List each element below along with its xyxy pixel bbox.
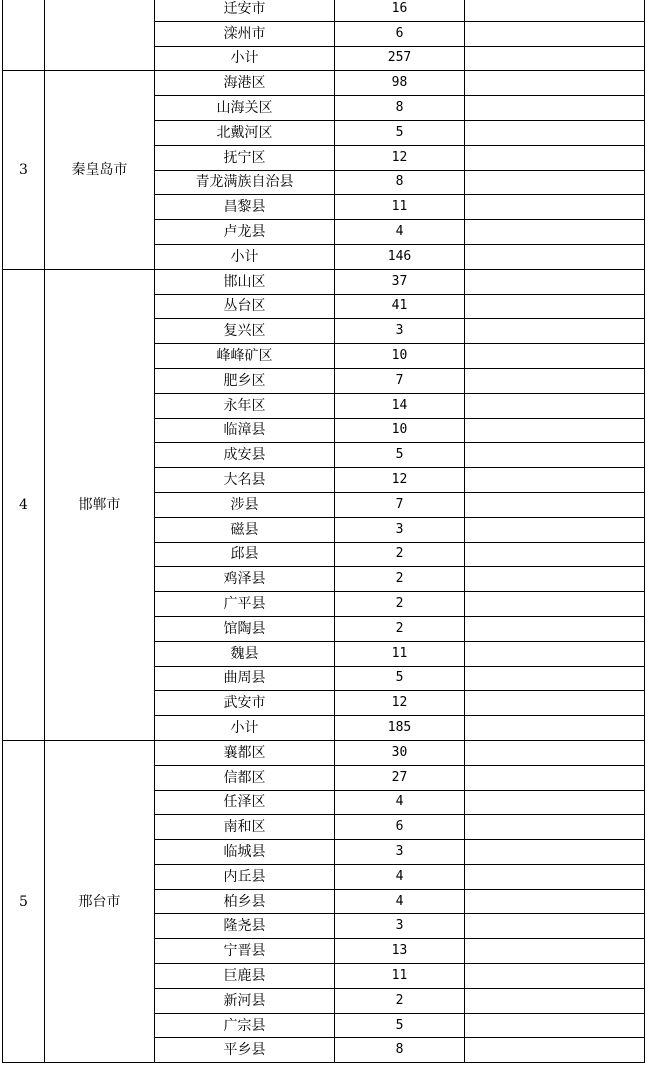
remark-cell: [465, 790, 645, 815]
subtotal-count-cell: 257: [335, 46, 465, 71]
count-cell: 5: [335, 666, 465, 691]
remark-cell: [465, 840, 645, 865]
remark-cell: [465, 443, 645, 468]
district-name-cell: 肥乡区: [155, 368, 335, 393]
remark-cell: [465, 567, 645, 592]
count-cell: 5: [335, 120, 465, 145]
district-name-cell: 内丘县: [155, 864, 335, 889]
count-cell: 8: [335, 170, 465, 195]
district-name-cell: 邯山区: [155, 269, 335, 294]
district-count-table: [2, 0, 645, 1063]
district-name-cell: 柏乡县: [155, 889, 335, 914]
district-name-cell: 北戴河区: [155, 120, 335, 145]
count-cell: 2: [335, 592, 465, 617]
remark-cell: [465, 616, 645, 641]
remark-cell: [465, 740, 645, 765]
count-cell: 30: [335, 740, 465, 765]
district-name-cell: 永年区: [155, 393, 335, 418]
district-name-cell: 临城县: [155, 840, 335, 865]
count-cell: 4: [335, 864, 465, 889]
district-name-cell: 任泽区: [155, 790, 335, 815]
count-cell: 2: [335, 616, 465, 641]
group-index-cell: 3: [3, 71, 45, 269]
count-cell: 2: [335, 567, 465, 592]
remark-cell: [465, 1013, 645, 1038]
district-name-cell: 昌黎县: [155, 195, 335, 220]
district-name-cell: 信都区: [155, 765, 335, 790]
remark-cell: [465, 964, 645, 989]
remark-cell: [465, 244, 645, 269]
remark-cell: [465, 368, 645, 393]
district-name-cell: 鸡泽县: [155, 567, 335, 592]
count-cell: 13: [335, 939, 465, 964]
district-name-cell: 广平县: [155, 592, 335, 617]
district-name-cell: 魏县: [155, 641, 335, 666]
count-cell: 27: [335, 765, 465, 790]
count-cell: 2: [335, 988, 465, 1013]
remark-cell: [465, 418, 645, 443]
remark-cell: [465, 71, 645, 96]
district-name-cell: 馆陶县: [155, 616, 335, 641]
remark-cell: [465, 914, 645, 939]
count-cell: 37: [335, 269, 465, 294]
count-cell: 7: [335, 368, 465, 393]
remark-cell: [465, 393, 645, 418]
remark-cell: [465, 145, 645, 170]
remark-cell: [465, 691, 645, 716]
remark-cell: [465, 864, 645, 889]
remark-cell: [465, 1038, 645, 1063]
count-cell: 3: [335, 840, 465, 865]
count-cell: 3: [335, 319, 465, 344]
remark-cell: [465, 319, 645, 344]
remark-cell: [465, 195, 645, 220]
count-cell: 11: [335, 195, 465, 220]
remark-cell: [465, 716, 645, 741]
count-cell: 3: [335, 517, 465, 542]
district-name-cell: 海港区: [155, 71, 335, 96]
count-cell: 7: [335, 492, 465, 517]
count-cell: 3: [335, 914, 465, 939]
count-cell: 10: [335, 344, 465, 369]
subtotal-count-cell: 185: [335, 716, 465, 741]
count-cell: 5: [335, 443, 465, 468]
table-row: [3, 740, 645, 765]
count-cell: 4: [335, 889, 465, 914]
district-name-cell: 卢龙县: [155, 220, 335, 245]
remark-cell: [465, 468, 645, 493]
count-cell: 12: [335, 468, 465, 493]
remark-cell: [465, 96, 645, 121]
district-name-cell: 宁晋县: [155, 939, 335, 964]
district-name-cell: 迁安市: [155, 0, 335, 21]
district-name-cell: 滦州市: [155, 21, 335, 46]
district-name-cell: 青龙满族自治县: [155, 170, 335, 195]
count-cell: 10: [335, 418, 465, 443]
remark-cell: [465, 666, 645, 691]
district-name-cell: 临漳县: [155, 418, 335, 443]
district-name-cell: 复兴区: [155, 319, 335, 344]
remark-cell: [465, 939, 645, 964]
district-name-cell: 抚宁区: [155, 145, 335, 170]
remark-cell: [465, 988, 645, 1013]
district-name-cell: 邱县: [155, 542, 335, 567]
subtotal-count-cell: 146: [335, 244, 465, 269]
district-name-cell: 南和区: [155, 815, 335, 840]
remark-cell: [465, 120, 645, 145]
subtotal-label-cell: 小计: [155, 244, 335, 269]
district-name-cell: 巨鹿县: [155, 964, 335, 989]
remark-cell: [465, 492, 645, 517]
remark-cell: [465, 46, 645, 71]
remark-cell: [465, 765, 645, 790]
remark-cell: [465, 21, 645, 46]
remark-cell: [465, 220, 645, 245]
district-name-cell: 曲周县: [155, 666, 335, 691]
district-name-cell: 平乡县: [155, 1038, 335, 1063]
district-name-cell: 隆尧县: [155, 914, 335, 939]
count-cell: 2: [335, 542, 465, 567]
remark-cell: [465, 889, 645, 914]
count-cell: 6: [335, 21, 465, 46]
count-cell: 12: [335, 691, 465, 716]
city-name-cell: 邯郸市: [45, 269, 155, 740]
group-index-cell: [3, 0, 45, 71]
district-name-cell: 襄都区: [155, 740, 335, 765]
table-row: [3, 0, 645, 21]
city-name-cell: [45, 0, 155, 71]
remark-cell: [465, 0, 645, 21]
table-row: [3, 71, 645, 96]
count-cell: 5: [335, 1013, 465, 1038]
count-cell: 6: [335, 815, 465, 840]
district-name-cell: 丛台区: [155, 294, 335, 319]
table-body: [3, 0, 645, 1063]
count-cell: 41: [335, 294, 465, 319]
remark-cell: [465, 542, 645, 567]
remark-cell: [465, 170, 645, 195]
remark-cell: [465, 517, 645, 542]
city-name-cell: 邢台市: [45, 740, 155, 1062]
remark-cell: [465, 269, 645, 294]
count-cell: 8: [335, 96, 465, 121]
count-cell: 11: [335, 641, 465, 666]
count-cell: 11: [335, 964, 465, 989]
remark-cell: [465, 815, 645, 840]
district-name-cell: 磁县: [155, 517, 335, 542]
count-cell: 14: [335, 393, 465, 418]
remark-cell: [465, 641, 645, 666]
district-name-cell: 山海关区: [155, 96, 335, 121]
district-name-cell: 武安市: [155, 691, 335, 716]
district-name-cell: 成安县: [155, 443, 335, 468]
subtotal-label-cell: 小计: [155, 716, 335, 741]
count-cell: 4: [335, 220, 465, 245]
remark-cell: [465, 294, 645, 319]
city-name-cell: 秦皇岛市: [45, 71, 155, 269]
count-cell: 16: [335, 0, 465, 21]
table-row: [3, 269, 645, 294]
count-cell: 98: [335, 71, 465, 96]
count-cell: 12: [335, 145, 465, 170]
subtotal-label-cell: 小计: [155, 46, 335, 71]
group-index-cell: 5: [3, 740, 45, 1062]
district-name-cell: 峰峰矿区: [155, 344, 335, 369]
district-name-cell: 涉县: [155, 492, 335, 517]
group-index-cell: 4: [3, 269, 45, 740]
remark-cell: [465, 592, 645, 617]
district-name-cell: 新河县: [155, 988, 335, 1013]
count-cell: 4: [335, 790, 465, 815]
district-name-cell: 广宗县: [155, 1013, 335, 1038]
remark-cell: [465, 344, 645, 369]
district-name-cell: 大名县: [155, 468, 335, 493]
count-cell: 8: [335, 1038, 465, 1063]
